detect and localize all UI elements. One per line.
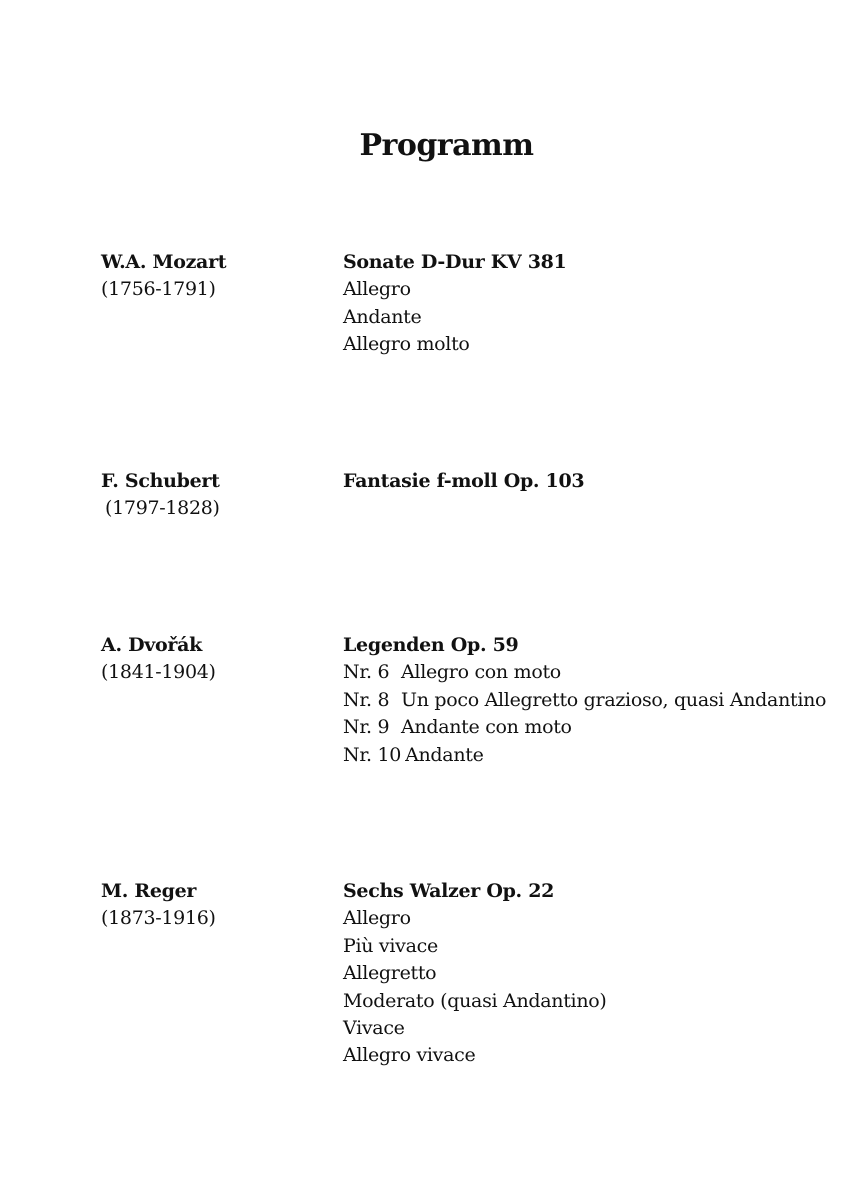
- movement-name: Andante: [405, 743, 484, 766]
- composer-block: [101, 468, 331, 523]
- movement-item: Più vivace: [343, 934, 438, 957]
- composer-block: [101, 249, 331, 304]
- work-title: Sonate D-Dur KV 381: [343, 251, 567, 273]
- work-title: Sechs Walzer Op. 22: [343, 880, 555, 902]
- movement-item: Allegro vivace: [343, 1044, 476, 1067]
- movement-name: Allegro con moto: [401, 661, 561, 684]
- movement-name: Un poco Allegretto grazioso, quasi Andantino: [401, 688, 827, 711]
- movement-item: [343, 659, 843, 686]
- composer-name: W.A. Mozart: [101, 251, 227, 273]
- movement-number: Nr. 10: [343, 743, 402, 766]
- composer-dates: (1797-1828): [105, 497, 220, 520]
- movement-item: [343, 714, 843, 741]
- work-block: [343, 468, 843, 495]
- movement-item: Moderato (quasi Andantino): [343, 989, 607, 1012]
- composer-dates: (1841-1904): [101, 661, 216, 684]
- composer-name: M. Reger: [101, 880, 197, 902]
- movement-item: [343, 742, 843, 769]
- composer-name: A. Dvořák: [101, 634, 202, 656]
- movement-item: Allegro: [343, 278, 411, 301]
- composer-block: [101, 878, 331, 933]
- work-block: [343, 632, 843, 769]
- movement-number: Nr. 8: [343, 688, 390, 711]
- composer-block: [101, 632, 331, 687]
- movement-item: Allegro: [343, 907, 411, 930]
- composer-dates: (1873-1916): [101, 907, 216, 930]
- movement-number: Nr. 9: [343, 716, 390, 739]
- work-title: Fantasie f-moll Op. 103: [343, 470, 585, 492]
- movement-item: Allegro molto: [343, 333, 470, 356]
- work-block: [343, 878, 843, 1070]
- movement-item: Andante: [343, 305, 422, 328]
- work-title: Legenden Op. 59: [343, 634, 519, 656]
- composer-name: F. Schubert: [101, 470, 220, 492]
- movement-number: Nr. 6: [343, 661, 390, 684]
- movement-name: Andante con moto: [401, 716, 572, 739]
- composer-dates: (1756-1791): [101, 278, 216, 301]
- movement-item: Allegretto: [343, 962, 437, 985]
- movement-item: Vivace: [343, 1016, 405, 1039]
- movement-item: [343, 687, 843, 714]
- page-title: Programm: [359, 128, 534, 163]
- work-block: [343, 249, 843, 359]
